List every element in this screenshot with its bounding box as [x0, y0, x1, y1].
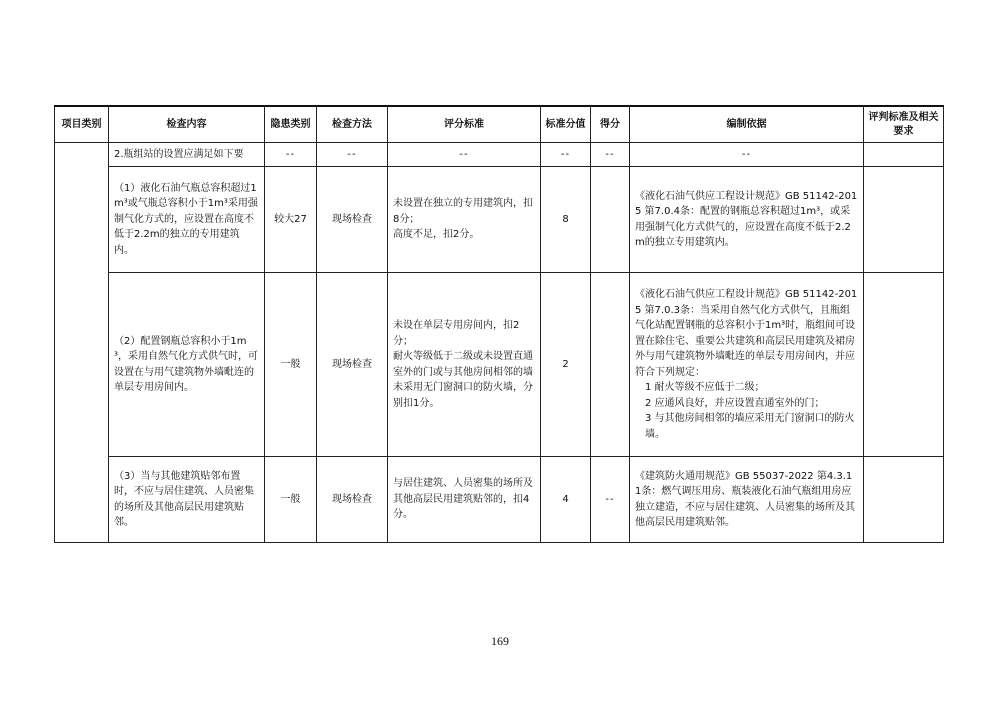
section-hazard: -- — [265, 143, 317, 167]
section-method: -- — [317, 143, 388, 167]
row-score — [591, 273, 630, 457]
row-method: 现场检查 — [317, 457, 388, 543]
row-evaluation — [864, 457, 944, 543]
row-score: -- — [591, 457, 630, 543]
row-basis — [630, 167, 864, 273]
header-criteria: 评分标准 — [388, 106, 541, 143]
row-content: （1）液化石油气瓶总容积超过1m³或气瓶总容积小于1m³采用强制气化方式的，应设置在高度不低于2.2m的独立的专用建筑内。 — [109, 167, 265, 273]
header-evaluation: 评判标准及相关要求 — [864, 106, 944, 143]
header-hazard: 隐患类别 — [265, 106, 317, 143]
basis-line: 3 与其他房间相邻的墙应采用无门窗洞口的防火墙。 — [645, 413, 855, 440]
row-hazard: 一般 — [265, 457, 317, 543]
row-score — [591, 167, 630, 273]
header-score: 得分 — [591, 106, 630, 143]
row-evaluation — [864, 273, 944, 457]
row-content: （3）当与其他建筑贴邻布置时，不应与居住建筑、人员密集的场所及其他高层民用建筑贴邻。 — [109, 457, 265, 543]
header-method: 检查方法 — [317, 106, 388, 143]
page-number: 169 — [491, 634, 509, 648]
criteria-line: 耐火等级低于二级或未设置直通室外的门或与其他房间相邻的墙未采用无门窗洞口的防火墙，分别扣1分。 — [393, 351, 533, 409]
row-score-std: 8 — [541, 167, 591, 273]
row-method: 现场检查 — [317, 167, 388, 273]
basis-line: 《建筑防火通用规范》GB 55037-2022 第4.3.11条：燃气调压用房、瓶装液化石油气瓶组用房应独立建造，不应与居住建筑、人员密集的场所及其他高层民用建筑贴邻。 — [635, 470, 855, 528]
criteria-line: 高度不足，扣2分。 — [393, 229, 480, 241]
row-criteria — [388, 457, 541, 543]
row-hazard: 一般 — [265, 273, 317, 457]
row-content: （2）配置钢瓶总容积小于1m³，采用自然气化方式供气时，可设置在与用气建筑物外墙毗连的单层专用房间内。 — [109, 273, 265, 457]
table-row — [55, 273, 944, 457]
basis-line: 《液化石油气供应工程设计规范》GB 51142-2015 第7.0.4条：配置的钢瓶总容积超过1m³，或采用强制气化方式供气的，应设置在高度不低于2.2m的独立专用建筑内。 — [635, 190, 858, 248]
section-score-std: -- — [541, 143, 591, 167]
section-row — [55, 143, 944, 167]
row-criteria — [388, 167, 541, 273]
table-row — [55, 457, 944, 543]
row-score-std: 4 — [541, 457, 591, 543]
basis-line: 《液化石油气供应工程设计规范》GB 51142-2015 第7.0.3条：当采用自然气化方式供气，且瓶组气化站配置钢瓶的总容积小于1m³时，瓶组间可设置在除住宅、重要公共建筑和高层民用建筑及裙房外与用气建筑物外墙毗连的单层专用房间内，并应符合下列规定： — [635, 289, 858, 378]
basis-line: 2 应通风良好，并应设置直通室外的门； — [645, 397, 825, 409]
header-row — [55, 106, 944, 143]
row-method: 现场检查 — [317, 273, 388, 457]
header-score-std: 标准分值 — [541, 106, 591, 143]
section-evaluation — [864, 143, 944, 167]
header-category: 项目类别 — [55, 106, 109, 143]
row-criteria — [388, 273, 541, 457]
section-content: 2.瓶组站的设置应满足如下要 — [109, 143, 265, 167]
criteria-line: 与居住建筑、人员密集的场所及其他高层民用建筑贴邻的，扣4分。 — [393, 478, 533, 521]
row-evaluation — [864, 167, 944, 273]
row-basis — [630, 273, 864, 457]
header-content: 检查内容 — [109, 106, 265, 143]
criteria-line: 未设在单层专用房间内，扣2分； — [393, 320, 520, 347]
row-score-std: 2 — [541, 273, 591, 457]
row-hazard: 较大27 — [265, 167, 317, 273]
row-basis — [630, 457, 864, 543]
criteria-line: 未设置在独立的专用建筑内，扣8分； — [393, 198, 533, 225]
header-basis: 编制依据 — [630, 106, 864, 143]
inspection-table — [54, 105, 944, 543]
section-criteria: -- — [388, 143, 541, 167]
table-row — [55, 167, 944, 273]
section-score: -- — [591, 143, 630, 167]
category-cell — [55, 143, 109, 543]
basis-line: 1 耐火等级不应低于二级； — [645, 382, 765, 393]
section-basis: -- — [630, 143, 864, 167]
